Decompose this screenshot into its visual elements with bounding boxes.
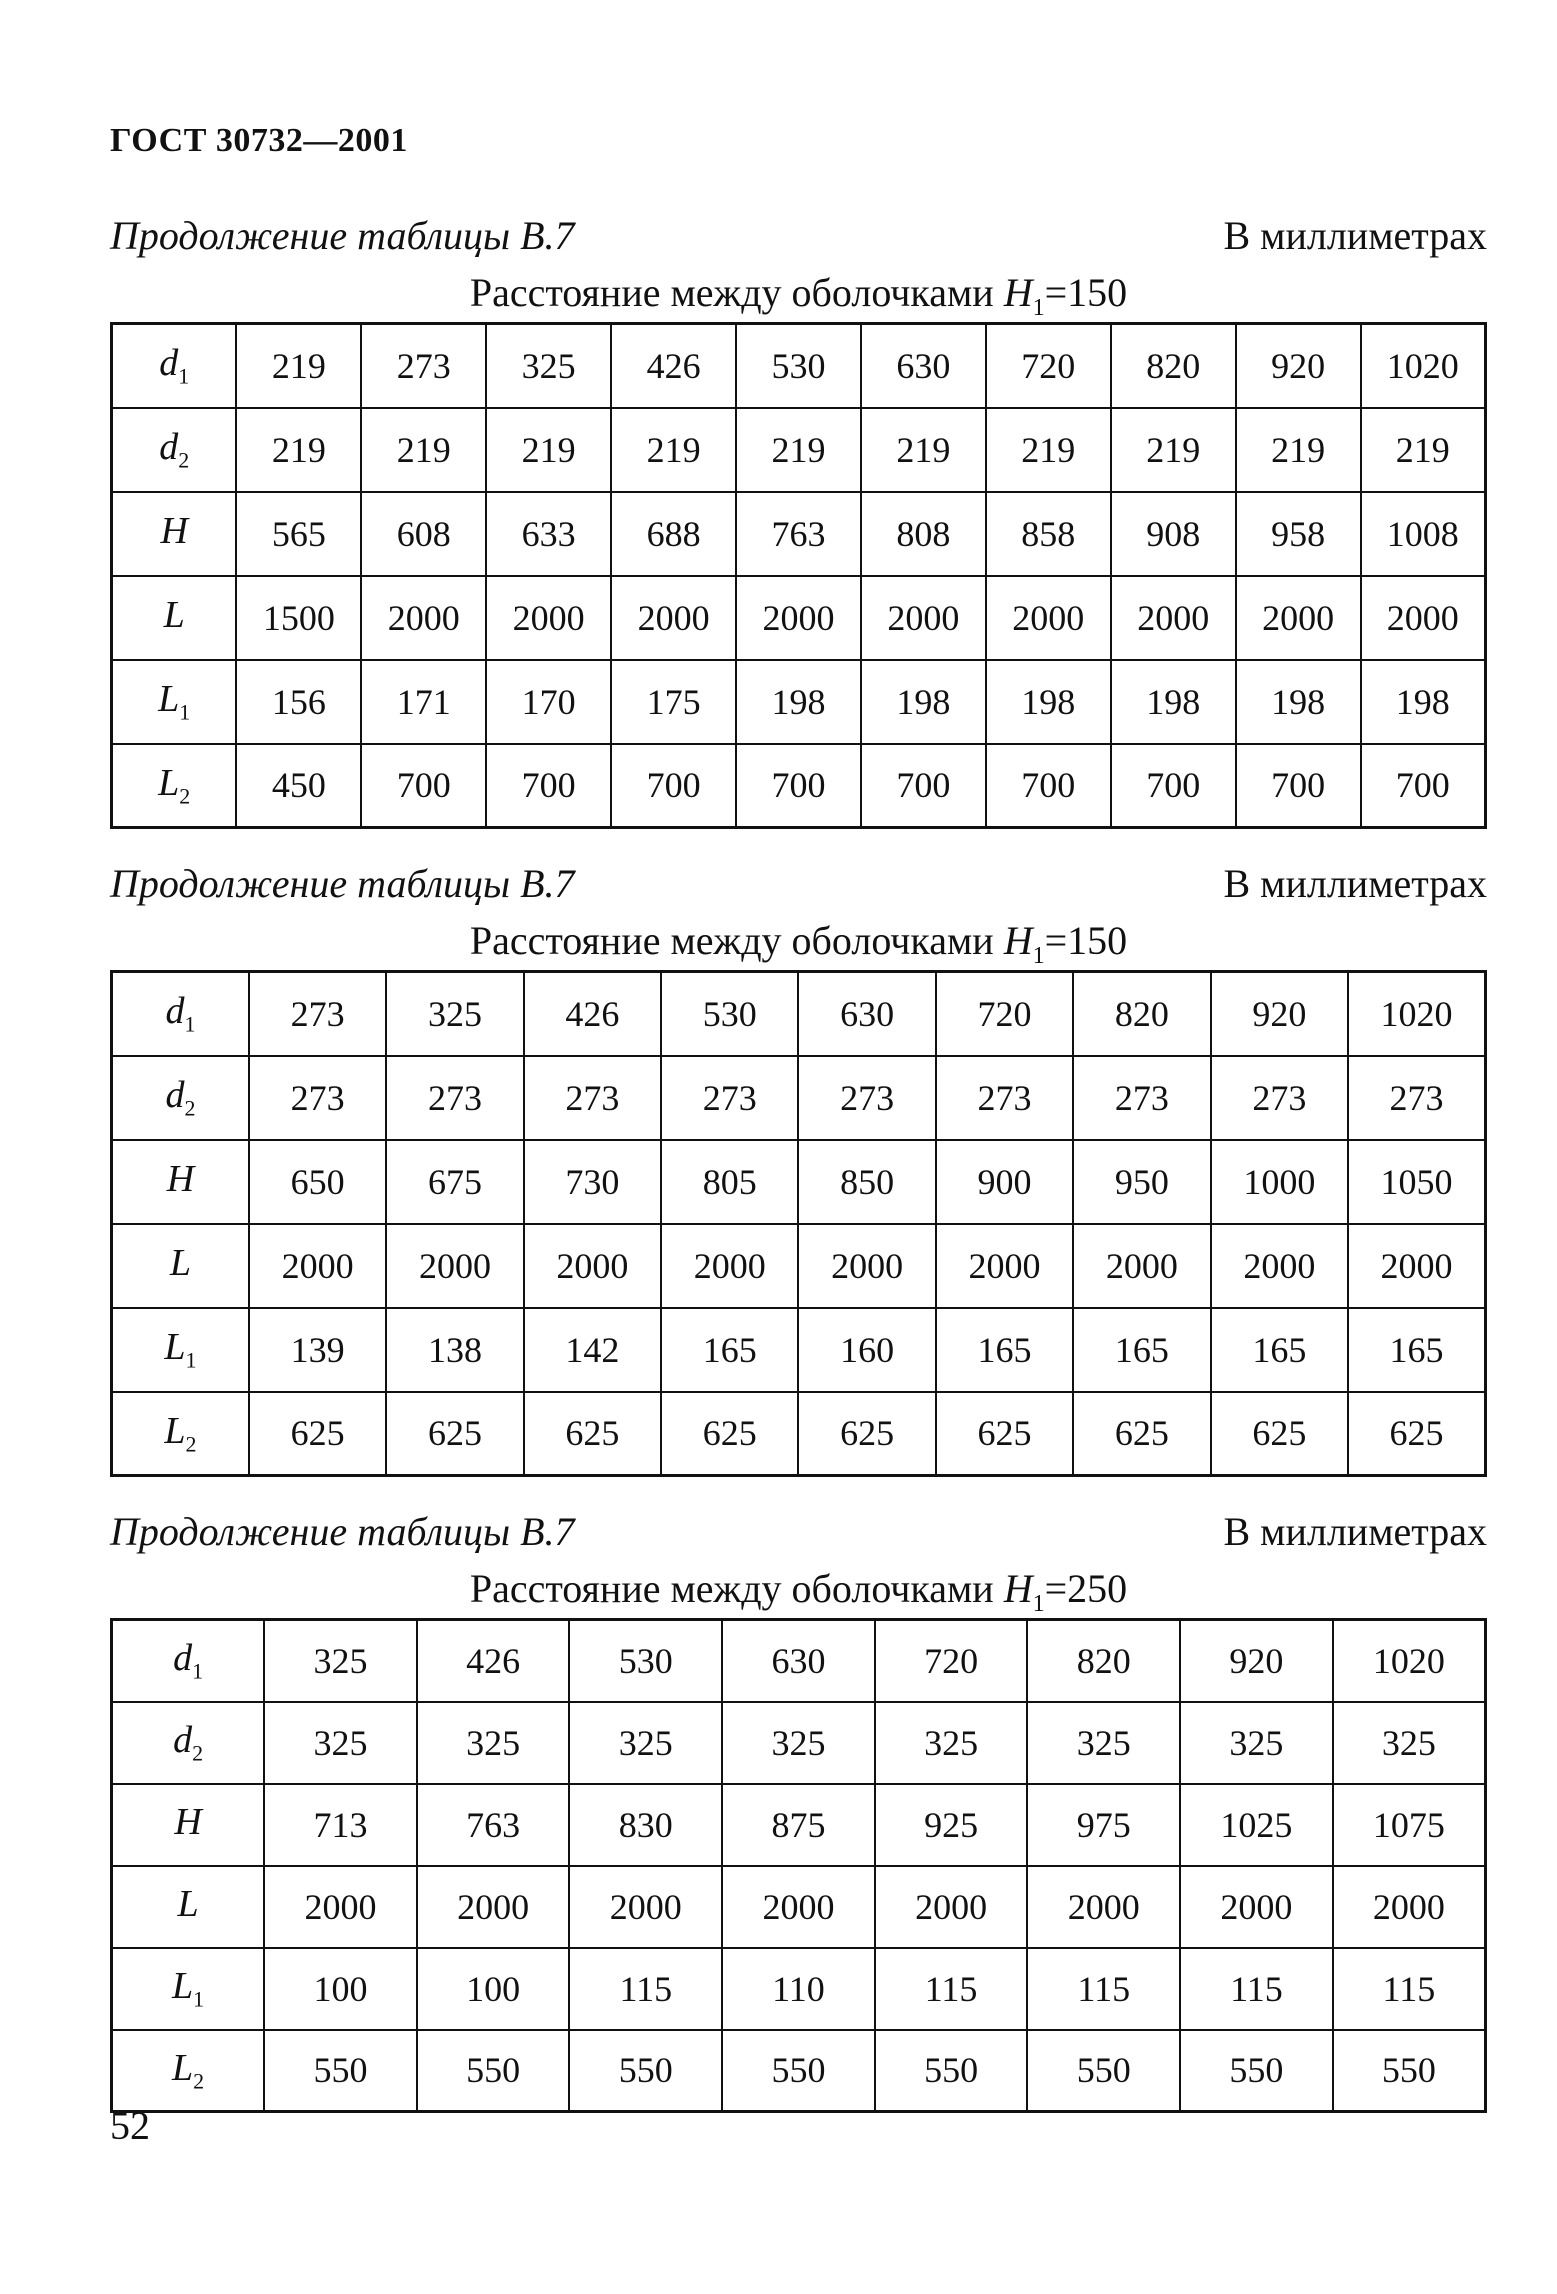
table-cell: 688 bbox=[611, 492, 736, 576]
table-cell: 550 bbox=[875, 2030, 1028, 2112]
table-cell: 139 bbox=[249, 1308, 386, 1392]
table-cell: 550 bbox=[1180, 2030, 1333, 2112]
table-cell: 925 bbox=[875, 1784, 1028, 1866]
units-label: В миллиметрах bbox=[1223, 213, 1487, 258]
data-table bbox=[110, 970, 1487, 1477]
table-cell: 115 bbox=[1333, 1948, 1486, 2030]
table-cell: 175 bbox=[611, 660, 736, 744]
table-cell: 273 bbox=[936, 1056, 1073, 1140]
table-row bbox=[112, 1056, 1486, 1140]
table-cell: 273 bbox=[361, 324, 486, 408]
table-cell: 198 bbox=[861, 660, 986, 744]
table-cell: 426 bbox=[611, 324, 736, 408]
table-cell: 975 bbox=[1027, 1784, 1180, 1866]
table-subtitle: Расстояние между оболочками $H_1=250$ bbox=[469, 1566, 1128, 1617]
table-cell: 625 bbox=[249, 1392, 386, 1476]
table-cell: 273 bbox=[249, 972, 386, 1056]
table-cell: 700 bbox=[986, 744, 1111, 828]
table-cell: 198 bbox=[986, 660, 1111, 744]
table-cell: 630 bbox=[722, 1620, 875, 1702]
table-cell: 850 bbox=[798, 1140, 935, 1224]
page-number: 52 bbox=[110, 2103, 150, 2148]
table-cell: 100 bbox=[264, 1948, 417, 2030]
table-cell: 625 bbox=[1348, 1392, 1485, 1476]
table-cell: 900 bbox=[936, 1140, 1073, 1224]
table-cell: 763 bbox=[736, 492, 861, 576]
table-cell: 625 bbox=[1211, 1392, 1348, 1476]
table-cell: 2000 bbox=[986, 576, 1111, 660]
row-label: $d_2$ bbox=[112, 1702, 265, 1784]
table-cell: 325 bbox=[1027, 1702, 1180, 1784]
table-cell: 156 bbox=[236, 660, 361, 744]
table-cell: 805 bbox=[661, 1140, 798, 1224]
row-label: $L_2$ bbox=[112, 744, 237, 828]
table-cell: 2000 bbox=[361, 576, 486, 660]
table-row bbox=[112, 1620, 1486, 1702]
table-cell: 219 bbox=[611, 408, 736, 492]
table-row bbox=[112, 1948, 1486, 2030]
table-cell: 219 bbox=[1111, 408, 1236, 492]
table-cell: 550 bbox=[264, 2030, 417, 2112]
row-label: $d_1$ bbox=[112, 324, 237, 408]
table-row bbox=[112, 2030, 1486, 2112]
table-cell: 273 bbox=[1348, 1056, 1485, 1140]
table-cell: 858 bbox=[986, 492, 1111, 576]
table-cell: 325 bbox=[264, 1702, 417, 1784]
row-label: $d_1$ bbox=[112, 972, 249, 1056]
table-cell: 530 bbox=[661, 972, 798, 1056]
table-cell: 1000 bbox=[1211, 1140, 1348, 1224]
table-cell: 530 bbox=[736, 324, 861, 408]
table-row bbox=[112, 576, 1486, 660]
table-cell: 198 bbox=[1361, 660, 1486, 744]
table-cell: 630 bbox=[798, 972, 935, 1056]
table-cell: 426 bbox=[524, 972, 661, 1056]
table-cell: 2000 bbox=[798, 1224, 935, 1308]
table-cell: 325 bbox=[1333, 1702, 1486, 1784]
table-cell: 198 bbox=[1236, 660, 1361, 744]
table-cell: 1025 bbox=[1180, 1784, 1333, 1866]
table-cell: 550 bbox=[569, 2030, 722, 2112]
table-row bbox=[112, 324, 1486, 408]
row-label: $L_1$ bbox=[112, 1308, 249, 1392]
table-cell: 700 bbox=[861, 744, 986, 828]
table-cell: 325 bbox=[417, 1702, 570, 1784]
table-cell: 830 bbox=[569, 1784, 722, 1866]
table-cell: 2000 bbox=[936, 1224, 1073, 1308]
table-cell: 165 bbox=[1348, 1308, 1485, 1392]
table-cell: 625 bbox=[386, 1392, 523, 1476]
table-section-3 bbox=[110, 1508, 1487, 2113]
table-cell: 808 bbox=[861, 492, 986, 576]
table-cell: 219 bbox=[986, 408, 1111, 492]
table-cell: 1500 bbox=[236, 576, 361, 660]
row-label: $L_2$ bbox=[112, 1392, 249, 1476]
table-cell: 958 bbox=[1236, 492, 1361, 576]
table-row bbox=[112, 408, 1486, 492]
table-cell: 530 bbox=[569, 1620, 722, 1702]
table-cell: 2000 bbox=[1236, 576, 1361, 660]
table-row bbox=[112, 1784, 1486, 1866]
table-cell: 700 bbox=[1111, 744, 1236, 828]
row-label: $d_2$ bbox=[112, 1056, 249, 1140]
table-cell: 273 bbox=[661, 1056, 798, 1140]
row-label: H bbox=[112, 1140, 249, 1224]
table-cell: 713 bbox=[264, 1784, 417, 1866]
table-cell: 675 bbox=[386, 1140, 523, 1224]
table-cell: 550 bbox=[1333, 2030, 1486, 2112]
table-row bbox=[112, 1392, 1486, 1476]
table-section-2 bbox=[110, 860, 1487, 1477]
table-cell: 138 bbox=[386, 1308, 523, 1392]
table-cell: 1008 bbox=[1361, 492, 1486, 576]
table-subtitle: Расстояние между оболочками $H_1=150$ bbox=[469, 918, 1128, 969]
table-cell: 2000 bbox=[249, 1224, 386, 1308]
table-cell: 2000 bbox=[417, 1866, 570, 1948]
table-cell: 1020 bbox=[1348, 972, 1485, 1056]
table-caption: Продолжение таблицы В.7 bbox=[110, 213, 575, 258]
table-cell: 2000 bbox=[736, 576, 861, 660]
table-cell: 2000 bbox=[1180, 1866, 1333, 1948]
table-cell: 820 bbox=[1111, 324, 1236, 408]
table-cell: 219 bbox=[486, 408, 611, 492]
row-label: L bbox=[112, 1224, 249, 1308]
table-cell: 908 bbox=[1111, 492, 1236, 576]
table-cell: 219 bbox=[736, 408, 861, 492]
table-cell: 1050 bbox=[1348, 1140, 1485, 1224]
table-cell: 219 bbox=[1236, 408, 1361, 492]
table-cell: 650 bbox=[249, 1140, 386, 1224]
table-row bbox=[112, 1140, 1486, 1224]
table-cell: 115 bbox=[875, 1948, 1028, 2030]
table-cell: 720 bbox=[875, 1620, 1028, 1702]
table-cell: 565 bbox=[236, 492, 361, 576]
table-cell: 920 bbox=[1236, 324, 1361, 408]
table-cell: 700 bbox=[1361, 744, 1486, 828]
table-cell: 2000 bbox=[611, 576, 736, 660]
table-cell: 630 bbox=[861, 324, 986, 408]
table-cell: 2000 bbox=[661, 1224, 798, 1308]
table-row bbox=[112, 1866, 1486, 1948]
row-label: $L_1$ bbox=[112, 660, 237, 744]
table-cell: 115 bbox=[569, 1948, 722, 2030]
table-cell: 142 bbox=[524, 1308, 661, 1392]
table-cell: 700 bbox=[361, 744, 486, 828]
table-caption: Продолжение таблицы В.7 bbox=[110, 1509, 575, 1554]
table-row bbox=[112, 1308, 1486, 1392]
table-cell: 2000 bbox=[1348, 1224, 1485, 1308]
table-cell: 2000 bbox=[722, 1866, 875, 1948]
row-label: H bbox=[112, 1784, 265, 1866]
table-cell: 2000 bbox=[1111, 576, 1236, 660]
table-cell: 920 bbox=[1180, 1620, 1333, 1702]
table-section-1 bbox=[110, 212, 1487, 829]
table-cell: 165 bbox=[1211, 1308, 1348, 1392]
table-cell: 325 bbox=[486, 324, 611, 408]
table-cell: 219 bbox=[236, 408, 361, 492]
data-table bbox=[110, 322, 1487, 829]
table-cell: 219 bbox=[361, 408, 486, 492]
row-label: L bbox=[112, 576, 237, 660]
table-row bbox=[112, 744, 1486, 828]
table-cell: 171 bbox=[361, 660, 486, 744]
table-cell: 2000 bbox=[861, 576, 986, 660]
table-cell: 273 bbox=[524, 1056, 661, 1140]
units-label: В миллиметрах bbox=[1223, 1509, 1487, 1554]
table-cell: 273 bbox=[1211, 1056, 1348, 1140]
table-cell: 1020 bbox=[1361, 324, 1486, 408]
row-label: H bbox=[112, 492, 237, 576]
table-cell: 700 bbox=[611, 744, 736, 828]
table-cell: 608 bbox=[361, 492, 486, 576]
table-cell: 219 bbox=[236, 324, 361, 408]
table-cell: 219 bbox=[861, 408, 986, 492]
table-cell: 219 bbox=[1361, 408, 1486, 492]
table-cell: 273 bbox=[249, 1056, 386, 1140]
table-cell: 165 bbox=[661, 1308, 798, 1392]
table-row bbox=[112, 972, 1486, 1056]
table-cell: 2000 bbox=[486, 576, 611, 660]
table-subtitle: Расстояние между оболочками $H_1=150$ bbox=[469, 270, 1128, 321]
table-cell: 2000 bbox=[1211, 1224, 1348, 1308]
table-cell: 550 bbox=[417, 2030, 570, 2112]
table-cell: 273 bbox=[386, 1056, 523, 1140]
table-cell: 160 bbox=[798, 1308, 935, 1392]
units-label: В миллиметрах bbox=[1223, 861, 1487, 906]
table-cell: 325 bbox=[1180, 1702, 1333, 1784]
row-label: $L_1$ bbox=[112, 1948, 265, 2030]
table-cell: 633 bbox=[486, 492, 611, 576]
table-cell: 625 bbox=[936, 1392, 1073, 1476]
table-cell: 325 bbox=[722, 1702, 875, 1784]
table-cell: 950 bbox=[1073, 1140, 1210, 1224]
table-cell: 875 bbox=[722, 1784, 875, 1866]
table-row bbox=[112, 1224, 1486, 1308]
table-cell: 1020 bbox=[1333, 1620, 1486, 1702]
table-cell: 2000 bbox=[1333, 1866, 1486, 1948]
table-cell: 2000 bbox=[875, 1866, 1028, 1948]
table-cell: 700 bbox=[736, 744, 861, 828]
table-cell: 700 bbox=[486, 744, 611, 828]
row-label: $L_2$ bbox=[112, 2030, 265, 2112]
table-cell: 325 bbox=[264, 1620, 417, 1702]
table-cell: 426 bbox=[417, 1620, 570, 1702]
table-cell: 198 bbox=[736, 660, 861, 744]
table-cell: 273 bbox=[798, 1056, 935, 1140]
row-label: $d_2$ bbox=[112, 408, 237, 492]
table-cell: 820 bbox=[1027, 1620, 1180, 1702]
table-cell: 2000 bbox=[264, 1866, 417, 1948]
table-cell: 2000 bbox=[1027, 1866, 1180, 1948]
table-row bbox=[112, 660, 1486, 744]
table-cell: 110 bbox=[722, 1948, 875, 2030]
table-cell: 763 bbox=[417, 1784, 570, 1866]
table-cell: 198 bbox=[1111, 660, 1236, 744]
table-cell: 2000 bbox=[524, 1224, 661, 1308]
table-cell: 1075 bbox=[1333, 1784, 1486, 1866]
table-cell: 2000 bbox=[386, 1224, 523, 1308]
table-cell: 2000 bbox=[1361, 576, 1486, 660]
row-label: $d_1$ bbox=[112, 1620, 265, 1702]
table-caption: Продолжение таблицы В.7 bbox=[110, 861, 575, 906]
table-row bbox=[112, 1702, 1486, 1784]
table-cell: 450 bbox=[236, 744, 361, 828]
table-cell: 325 bbox=[875, 1702, 1028, 1784]
table-cell: 325 bbox=[386, 972, 523, 1056]
table-cell: 920 bbox=[1211, 972, 1348, 1056]
table-row bbox=[112, 492, 1486, 576]
table-cell: 550 bbox=[1027, 2030, 1180, 2112]
table-cell: 325 bbox=[569, 1702, 722, 1784]
table-cell: 700 bbox=[1236, 744, 1361, 828]
table-cell: 2000 bbox=[569, 1866, 722, 1948]
table-cell: 720 bbox=[986, 324, 1111, 408]
table-cell: 625 bbox=[798, 1392, 935, 1476]
table-cell: 115 bbox=[1180, 1948, 1333, 2030]
table-cell: 2000 bbox=[1073, 1224, 1210, 1308]
table-cell: 625 bbox=[661, 1392, 798, 1476]
table-cell: 625 bbox=[524, 1392, 661, 1476]
table-cell: 165 bbox=[1073, 1308, 1210, 1392]
table-cell: 820 bbox=[1073, 972, 1210, 1056]
document-header: ГОСТ 30732—2001 bbox=[110, 122, 408, 159]
table-cell: 165 bbox=[936, 1308, 1073, 1392]
table-cell: 625 bbox=[1073, 1392, 1210, 1476]
row-label: L bbox=[112, 1866, 265, 1948]
table-cell: 100 bbox=[417, 1948, 570, 2030]
data-table bbox=[110, 1618, 1487, 2113]
table-cell: 550 bbox=[722, 2030, 875, 2112]
table-cell: 273 bbox=[1073, 1056, 1210, 1140]
table-cell: 115 bbox=[1027, 1948, 1180, 2030]
table-cell: 730 bbox=[524, 1140, 661, 1224]
table-cell: 170 bbox=[486, 660, 611, 744]
table-cell: 720 bbox=[936, 972, 1073, 1056]
